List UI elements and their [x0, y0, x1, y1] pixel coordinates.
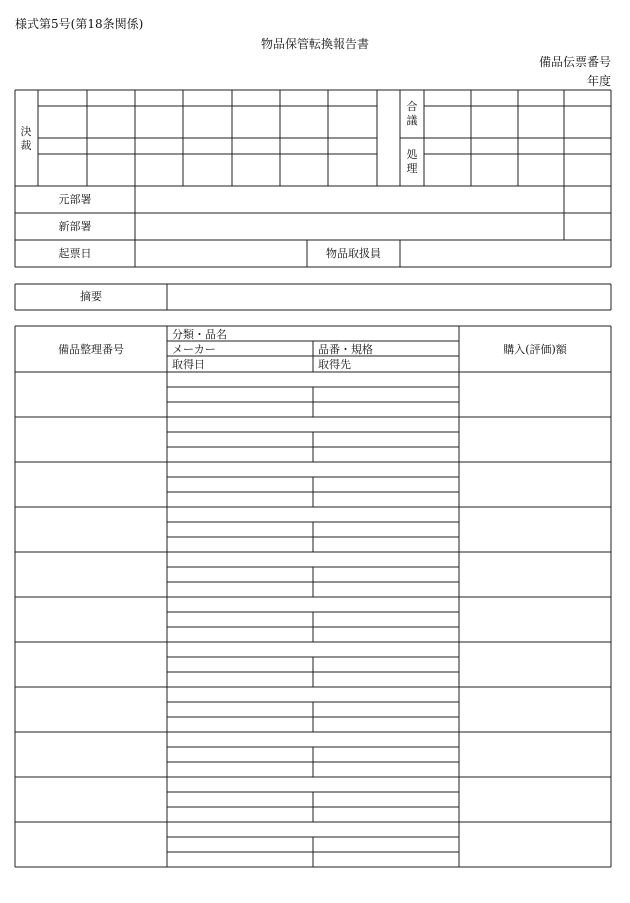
- handler-label: 物品取扱員: [326, 247, 381, 260]
- kessai-label: 決裁: [20, 125, 32, 152]
- category-header: 分類・品名: [172, 328, 227, 341]
- amount-header: 購入(評価)額: [503, 343, 567, 356]
- shori-label: 処理: [406, 148, 418, 175]
- acquisition-date-header: 取得日: [172, 358, 205, 371]
- summary-label: 摘要: [80, 290, 102, 303]
- gougi-label: 合議: [406, 100, 418, 127]
- issue-date-label: 起票日: [58, 247, 92, 260]
- acquisition-source-header: 取得先: [318, 358, 351, 371]
- approval-grid: [15, 90, 611, 267]
- model-header: 品番・規格: [318, 343, 373, 356]
- maker-header: メーカー: [172, 343, 216, 356]
- form-number: 様式第5号(第18条関係): [15, 17, 144, 31]
- item-number-header: 備品整理番号: [58, 343, 124, 356]
- origin-department-label: 元部署: [58, 193, 92, 206]
- items-grid: [15, 326, 611, 867]
- new-department-label: 新部署: [58, 220, 92, 233]
- fiscal-year-label: 年度: [586, 74, 611, 88]
- page-title: 物品保管転換報告書: [260, 37, 369, 51]
- slip-number-label: 備品伝票番号: [538, 55, 611, 69]
